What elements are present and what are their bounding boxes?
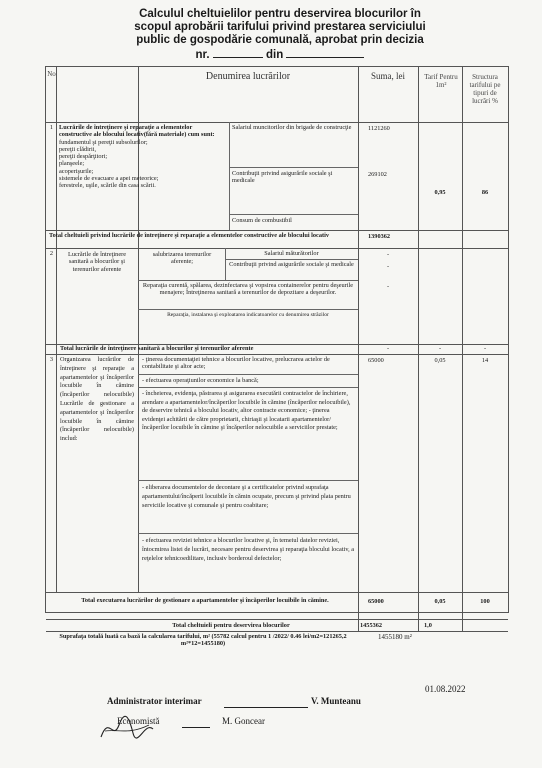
row2-repair-value: - xyxy=(386,283,390,290)
admin-name: V. Munteanu xyxy=(311,696,361,706)
row1-item: ferestrele, uşile, scările din casa scării. xyxy=(59,182,156,190)
total-all-value: 1455362 xyxy=(360,622,383,629)
row1-item: acoperişurile; xyxy=(59,167,94,175)
row1-description xyxy=(59,124,226,190)
row2-contrib-value: - xyxy=(386,263,390,270)
row2-repair: Reparaţia curentă, spălarea, dezinfectarea şi vopsirea containerelor pentru deşeurile menajere; Întreţinerea sanitară a terenurilor de depozitare a deşeurilor. xyxy=(142,282,354,297)
row3-structura: 14 xyxy=(481,357,489,364)
row2-left: salubrizarea terenurilor aferente; xyxy=(152,251,212,266)
total1-value: 1390362 xyxy=(368,233,391,240)
row2-wages-label: Salariul măturătorilor xyxy=(264,250,319,257)
cost-table xyxy=(45,66,509,629)
total3-value: 65000 xyxy=(368,598,384,605)
row1-contrib-value: 269102 xyxy=(368,171,387,178)
header-name: Denumirea lucrărilor xyxy=(205,71,291,82)
row3-left: Organizarea lucrărilor de întreţinere şi reparaţie a apartamentelor şi încăperilor locuibile în cămine (încăperilor nelocuibile) Lucrările de gestionare a apartamentelor şi încăperilor locuibile în cămine (încăperilor nelocuibile) includ: xyxy=(60,356,134,443)
nr-label: nr. xyxy=(195,49,210,61)
row1-item: pereţii despărţitori; xyxy=(59,153,108,161)
econ-signature-line xyxy=(182,718,210,728)
row1-title: Lucrările de întreţinere şi reparaţie a elementelor constructive ale blocului locativ(fără materiale) cum sunt: xyxy=(59,124,215,139)
row2-contrib-label: Contribuţii privind asigurările sociale şi medicale xyxy=(229,261,354,268)
row3-tarif: 0,05 xyxy=(434,357,446,364)
total1-label: Total cheltuieli privind lucrările de întreţinere şi reparaţie a elementelor constructive ale blocului locativ xyxy=(49,232,329,239)
header-tarif: Tarif Pentru 1m² xyxy=(424,73,458,89)
row2-no: 2 xyxy=(49,250,54,257)
row3-item: - eliberarea documentelor de decontare şi a certificatelor privind suprafaţa apartamentului/încăperii locuibile în cămin ocupate, precum şi privind plata pentru serviciile locative şi comunale şi pentru coabitare; xyxy=(142,484,351,510)
admin-title: Administrator interimar xyxy=(107,696,202,706)
row3-value: 65000 xyxy=(368,357,384,364)
header-no: No xyxy=(47,70,56,78)
document-date: 01.08.2022 xyxy=(425,684,466,694)
row1-item: pereţii clădirii, xyxy=(59,145,97,153)
title-line-3: public de gospodărie comunală, aprobat prin decizia xyxy=(136,34,424,46)
total2-label: Total lucrările de întreţinere sanitară a blocurilor şi terenurilor aferente xyxy=(60,345,254,352)
row3-item: - ţinerea documentaţiei tehnice a blocurilor locative, prelucrarea actelor de contabilitate şi altor acte; xyxy=(142,356,330,371)
econ-name: M. Goncear xyxy=(222,716,265,726)
row3-item: - încheierea, evidenţa, păstrarea şi asigurarea executării contractelor de închiriere, arendare a apartamentelor/încăperilor locuibile în cămine (încăperilor nelocuibile), de deservire tehnică a blocului locativ, altor contracte economice; - ţinerea evidenţei achitării de către proprietarii, chiriaşii şi locatarii apartamentelor/încăperilor locuibile în cămine şi încăperilor nelocuibile a serviciilor prestate; xyxy=(142,390,351,432)
total-all-label: Total cheltuieli pentru deservirea blocurilor xyxy=(172,622,290,629)
row3-no: 3 xyxy=(49,356,54,363)
title-line-1: Calculul cheltuielilor pentru deservirea blocurilor în xyxy=(139,8,421,20)
total3-tarif: 0,05 xyxy=(434,598,446,605)
row3-item: - efectuarea operaţiunilor economice la bancă; xyxy=(142,377,259,384)
total2-value: - xyxy=(386,345,390,352)
document-title xyxy=(110,8,450,62)
row1-no: 1 xyxy=(49,124,54,131)
title-line-2: scopul aprobării tarifului privind prestarea serviciului xyxy=(134,21,426,33)
total2-tarif: - xyxy=(438,345,442,352)
total2-structura: - xyxy=(483,345,487,352)
date-blank xyxy=(286,47,364,58)
din-label: din xyxy=(266,49,284,61)
row3-item: - efectuarea reviziei tehnice a blocurilor locative şi, în temeiul datelor reviziei, întocmirea listei de lucrări, necesare pentru deservirea şi reparaţia blocului locativ, a reţelelor tehnicoedilitare, inclusiv borderoul defectelor; xyxy=(142,537,355,563)
row1-contrib-label: Contribuţii privind asigurările sociale şi medicale xyxy=(232,170,333,185)
header-structura: Structura tarifului pe tipuri de lucrări % xyxy=(469,73,501,105)
row1-wages-value: 1121260 xyxy=(368,125,390,132)
row2-install: Reparaţia, instalarea şi exploatarea indicatoarelor cu denumirea străzilor xyxy=(167,312,329,318)
econ-title: Economistă xyxy=(117,716,160,726)
total3-label: Total executarea lucrărilor de gestionare a apartamentelor şi încăperilor locuibile în cămine. xyxy=(81,597,329,604)
row1-wages-label: Salariul muncitorilor din brigade de construcţie xyxy=(232,124,352,131)
total-all-tarif: 1,0 xyxy=(424,622,432,629)
surface-value: 1455180 m² xyxy=(378,633,412,641)
row1-item: sistemele de evacuare a apei meteorice; xyxy=(59,175,159,183)
decision-number-line xyxy=(110,47,450,62)
row2-title: Lucrările de întreţinere sanitară a blocurilor şi terenurilor aferente xyxy=(67,251,127,273)
row1-fuel-label: Consum de combustibil xyxy=(232,217,292,224)
nr-blank xyxy=(213,47,263,58)
total3-structura: 100 xyxy=(480,598,490,605)
row1-tarif: 0,95 xyxy=(434,189,446,196)
row2-wages-value: - xyxy=(386,251,390,258)
header-suma: Suma, lei xyxy=(371,71,405,81)
surface-label: Suprafaţa totală luată ca bază la calcularea tarifului, m² (55782 calcul pentru 1 /2022/ 0.46 lei/m2=121265,2 m²*12=1455180) xyxy=(59,633,347,648)
row1-structura: 86 xyxy=(481,189,489,196)
row1-item: fundamentul şi pereţii subsolurilor; xyxy=(59,138,148,146)
admin-signature-line xyxy=(224,698,308,708)
row1-item: planşeele; xyxy=(59,160,85,168)
handwritten-signature xyxy=(95,711,157,745)
